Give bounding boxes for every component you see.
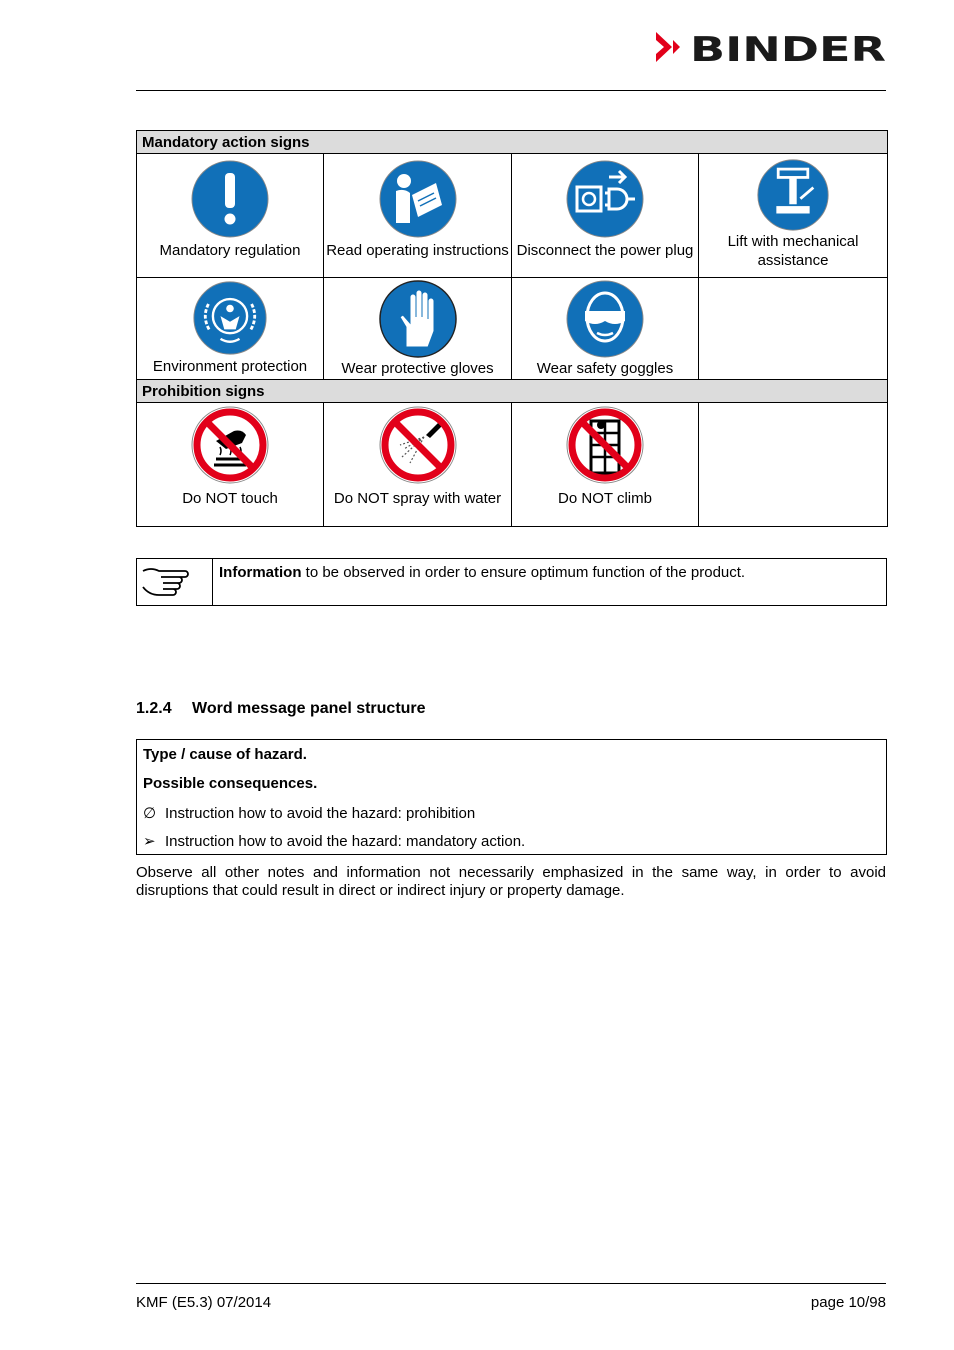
- sign-cell: [324, 278, 512, 380]
- safety-goggles-icon: [565, 279, 645, 359]
- sign-cell: [137, 403, 324, 527]
- sign-label: Disconnect the power plug: [516, 242, 694, 259]
- section-heading: [136, 700, 426, 718]
- prohibition-line: [143, 804, 475, 822]
- word-message-panel: [136, 739, 887, 855]
- svg-text:BINDER: BINDER: [690, 30, 886, 64]
- signs-table: [136, 130, 888, 527]
- sign-label: Wear protective gloves: [341, 360, 494, 377]
- no-touch-icon: [190, 405, 270, 485]
- sign-label: Read operating instructions: [326, 242, 509, 259]
- sign-cell: [137, 154, 324, 278]
- empty-cell: [699, 403, 888, 527]
- environment-protection-icon: [192, 280, 268, 356]
- sign-label: Do NOT spray with water: [333, 490, 502, 507]
- sign-cell: [324, 403, 512, 527]
- mandatory-signs-header: Mandatory action signs: [137, 131, 888, 154]
- binder-logo: [656, 30, 888, 64]
- hazard-type-line: Type / cause of hazard.: [143, 746, 307, 763]
- mechanical-lift-icon: [756, 158, 830, 232]
- prohibition-signs-header: Prohibition signs: [137, 380, 888, 403]
- sign-cell: [324, 154, 512, 278]
- sign-cell: [137, 278, 324, 380]
- sign-cell: [512, 278, 699, 380]
- sign-cell: [512, 154, 699, 278]
- sign-label: Do NOT climb: [558, 490, 652, 507]
- info-text: [219, 564, 745, 581]
- read-manual-icon: [378, 159, 458, 239]
- exclamation-icon: [190, 159, 270, 239]
- mandatory-text: Instruction how to avoid the hazard: mandatory action.: [165, 833, 526, 850]
- pointing-hand-icon: [141, 563, 191, 601]
- footer-doc-id: KMF (E5.3) 07/2014: [136, 1294, 272, 1311]
- sign-label: Do NOT touch: [182, 490, 278, 507]
- info-icon-cell: [137, 559, 213, 605]
- section-number: 1.2.4: [136, 700, 172, 717]
- prohibition-symbol: ∅: [143, 805, 157, 822]
- prohibition-text: Instruction how to avoid the hazard: prohibition: [165, 805, 476, 822]
- sign-label: Mandatory regulation: [159, 242, 301, 259]
- info-bold: Information: [219, 564, 302, 581]
- sign-cell: [699, 154, 888, 278]
- header-rule: [136, 90, 886, 91]
- protective-gloves-icon: [378, 279, 458, 359]
- sign-label: Environment protection: [152, 358, 308, 375]
- footer-page-number: page 10/98: [810, 1294, 886, 1311]
- section-title: Word message panel structure: [192, 700, 426, 717]
- sign-cell: [512, 403, 699, 527]
- no-spray-water-icon: [378, 405, 458, 485]
- mandatory-symbol: ➢: [143, 833, 156, 850]
- disconnect-plug-icon: [565, 159, 645, 239]
- empty-cell: [699, 278, 888, 380]
- sign-label: Wear safety goggles: [536, 360, 674, 377]
- sign-label: Lift with mechanical assistance: [727, 233, 859, 269]
- mandatory-line: [143, 832, 525, 850]
- info-rest: to be observed in order to ensure optimum function of the product.: [301, 564, 746, 581]
- consequences-line: Possible consequences.: [143, 775, 318, 792]
- body-paragraph: Observe all other notes and information not necessarily emphasized in the same way, in order to avoid disruptions that could result in direct or indirect injury or property damage.: [136, 864, 886, 899]
- no-climb-icon: [565, 405, 645, 485]
- footer-rule: [136, 1283, 886, 1284]
- information-box: [136, 558, 887, 606]
